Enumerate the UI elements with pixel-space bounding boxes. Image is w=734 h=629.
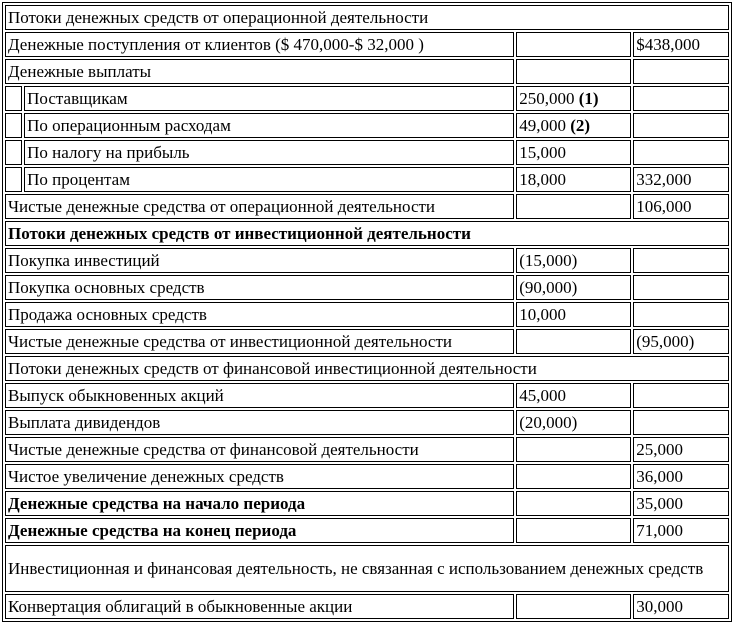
investing-item-label: Продажа основных средств (5, 302, 514, 327)
table-row (5, 32, 729, 57)
receipts-total: $438,000 (633, 32, 729, 57)
indent-cell (5, 140, 22, 165)
increase-total: 36,000 (633, 464, 729, 489)
payment-amount (516, 167, 631, 192)
payment-total (633, 86, 729, 111)
financing-item-amount: 45,000 (516, 383, 631, 408)
investing-item-amount: (15,000) (516, 248, 631, 273)
amount-value: 15,000 (519, 143, 566, 162)
payment-total (633, 140, 729, 165)
investing-net-label: Чистые денежные средства от инвестиционной деятельности (5, 329, 514, 354)
cash-flow-statement-table (2, 2, 732, 622)
payment-label: Поставщикам (24, 86, 514, 111)
empty-cell (516, 518, 631, 543)
payment-label: По операционным расходам (24, 113, 514, 138)
investing-item-label: Покупка основных средств (5, 275, 514, 300)
receipts-label: Денежные поступления от клиентов ($ 470,000-$ 32,000 ) (5, 32, 514, 57)
financing-net-label: Чистые денежные средства от финансовой деятельности (5, 437, 514, 462)
indent-cell (5, 113, 22, 138)
financing-net-total: 25,000 (633, 437, 729, 462)
amount-value: 250,000 (519, 89, 575, 108)
empty-cell (633, 302, 729, 327)
payment-amount (516, 140, 631, 165)
table-row (5, 356, 729, 381)
end-label: Денежные средства на конец периода (5, 518, 514, 543)
table-row (5, 518, 729, 543)
table-row (5, 59, 729, 84)
table-row (5, 221, 729, 246)
indent-cell (5, 167, 22, 192)
indent-cell (5, 86, 22, 111)
payment-label: По налогу на прибыль (24, 140, 514, 165)
payment-label: По процентам (24, 167, 514, 192)
note-ref: (1) (578, 89, 599, 108)
note-ref: (2) (570, 116, 591, 135)
table-row (5, 437, 729, 462)
financing-item-amount: (20,000) (516, 410, 631, 435)
begin-label: Денежные средства на начало периода (5, 491, 514, 516)
payments-label: Денежные выплаты (5, 59, 514, 84)
end-total: 71,000 (633, 518, 729, 543)
investing-header: Потоки денежных средств от инвестиционной деятельности (5, 221, 729, 246)
empty-cell (516, 59, 631, 84)
empty-cell (516, 329, 631, 354)
empty-cell (633, 248, 729, 273)
empty-cell (516, 32, 631, 57)
empty-cell (516, 194, 631, 219)
operating-net-label: Чистые денежные средства от операционной деятельности (5, 194, 514, 219)
noncash-header: Инвестиционная и финансовая деятельность, не связанная с использованием денежных средств (5, 545, 729, 592)
table-row (5, 248, 729, 273)
financing-item-label: Выплата дивидендов (5, 410, 514, 435)
empty-cell (633, 410, 729, 435)
empty-cell (633, 59, 729, 84)
begin-total: 35,000 (633, 491, 729, 516)
table-row (5, 167, 729, 192)
investing-item-label: Покупка инвестиций (5, 248, 514, 273)
payment-total: 332,000 (633, 167, 729, 192)
table-row (5, 86, 729, 111)
table-row (5, 329, 729, 354)
financing-item-label: Выпуск обыкновенных акций (5, 383, 514, 408)
noncash-item-total: 30,000 (633, 594, 729, 619)
empty-cell (516, 464, 631, 489)
table-row (5, 5, 729, 30)
table-row (5, 302, 729, 327)
payment-amount (516, 113, 631, 138)
table-row (5, 275, 729, 300)
operating-header: Потоки денежных средств от операционной деятельности (5, 5, 729, 30)
operating-net-total: 106,000 (633, 194, 729, 219)
empty-cell (516, 491, 631, 516)
noncash-item-label: Конвертация облигаций в обыкновенные акции (5, 594, 514, 619)
table-row (5, 491, 729, 516)
table-row (5, 113, 729, 138)
payment-total (633, 113, 729, 138)
empty-cell (633, 275, 729, 300)
investing-net-total: (95,000) (633, 329, 729, 354)
table-row (5, 410, 729, 435)
table-row (5, 140, 729, 165)
investing-item-amount: (90,000) (516, 275, 631, 300)
increase-label: Чистое увеличение денежных средств (5, 464, 514, 489)
table-row (5, 194, 729, 219)
table-row (5, 594, 729, 619)
table-row (5, 383, 729, 408)
payment-amount (516, 86, 631, 111)
amount-value: 18,000 (519, 170, 566, 189)
amount-value: 49,000 (519, 116, 566, 135)
empty-cell (633, 383, 729, 408)
table-row (5, 545, 729, 592)
investing-item-amount: 10,000 (516, 302, 631, 327)
financing-header: Потоки денежных средств от финансовой инвестиционной деятельности (5, 356, 729, 381)
table-row (5, 464, 729, 489)
empty-cell (516, 437, 631, 462)
empty-cell (516, 594, 631, 619)
